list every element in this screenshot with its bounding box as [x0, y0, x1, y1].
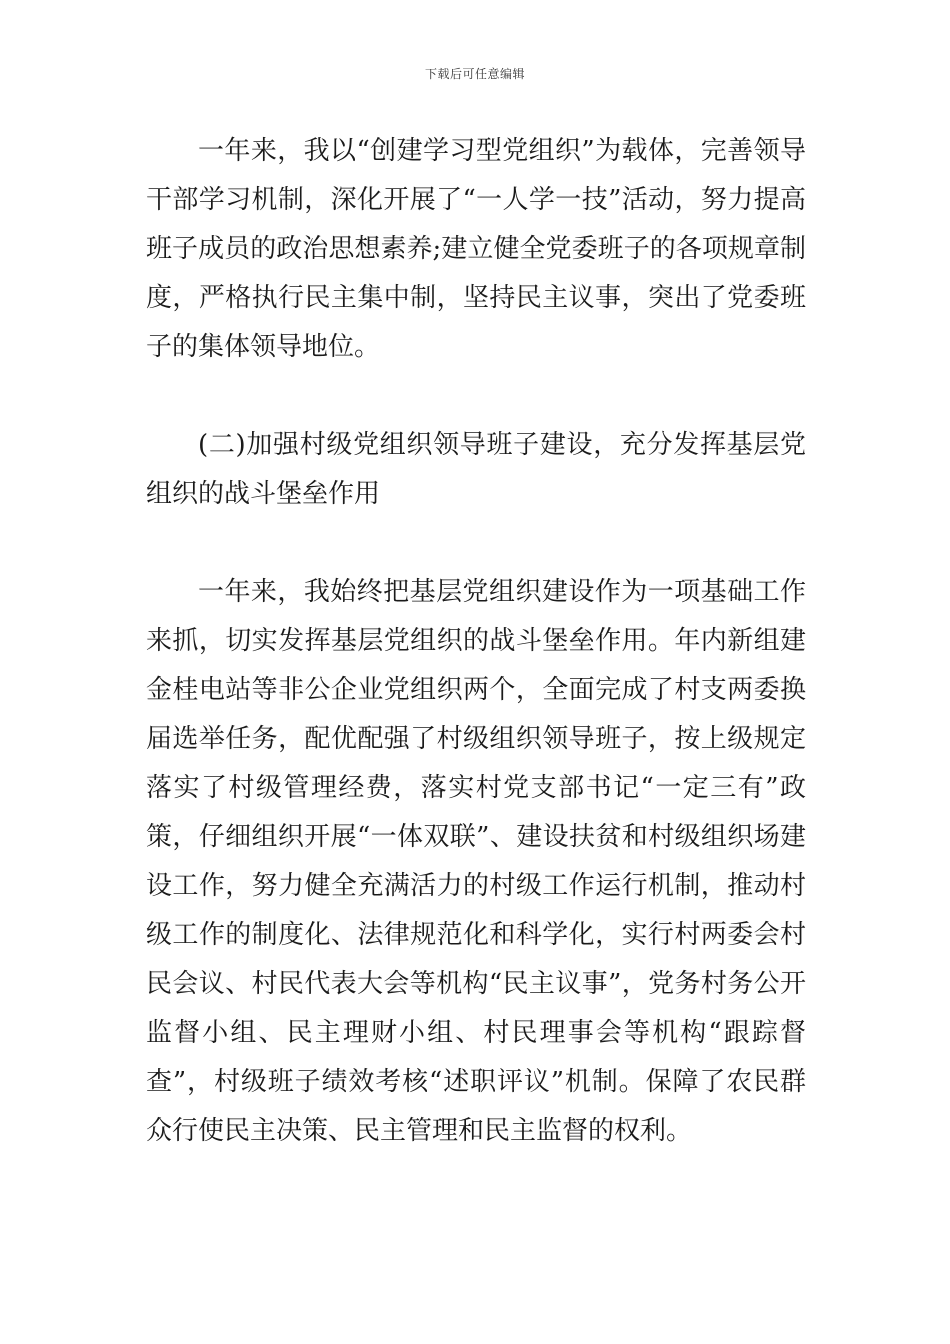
paragraph-party-committee-study: 一年来，我以“创建学习型党组织”为载体，完善领导干部学习机制，深化开展了“一人学一技”活动，努力提高班子成员的政治思想素养;建立健全党委班子的各项规章制度，严格执行民主集中制，坚持民主议事，突出了党委班子的集体领导地位。: [146, 136, 806, 362]
section-heading-village-party-organization: (二)加强村级党组织领导班子建设，充分发挥基层党组织的战斗堡垒作用: [146, 430, 806, 509]
paragraph-spacer: [146, 372, 806, 421]
paragraph-grassroots-party-building: 一年来，我始终把基层党组织建设作为一项基础工作来抓，切实发挥基层党组织的战斗堡垒作用。年内新组建金桂电站等非公企业党组织两个，全面完成了村支两委换届选举任务，配优配强了村级组织领导班子，按上级规定落实了村级管理经费，落实村党支部书记“一定三有”政策，仔细组织开展“一体双联”、建设扶贫和村级组织场建设工作，努力健全充满活力的村级工作运行机制，推动村级工作的制度化、法律规范化和科学化，实行村两委会村民会议、村民代表大会等机构“民主议事”，党务村务公开监督小组、民主理财小组、村民理事会等机构“跟踪督查”，村级班子绩效考核“述职评议”机制。保障了农民群众行使民主决策、民主管理和民主监督的权利。: [146, 577, 806, 1146]
document-body: [146, 127, 806, 1156]
page-header: 下载后可任意编辑: [424, 67, 525, 81]
paragraph-spacer: [146, 519, 806, 568]
